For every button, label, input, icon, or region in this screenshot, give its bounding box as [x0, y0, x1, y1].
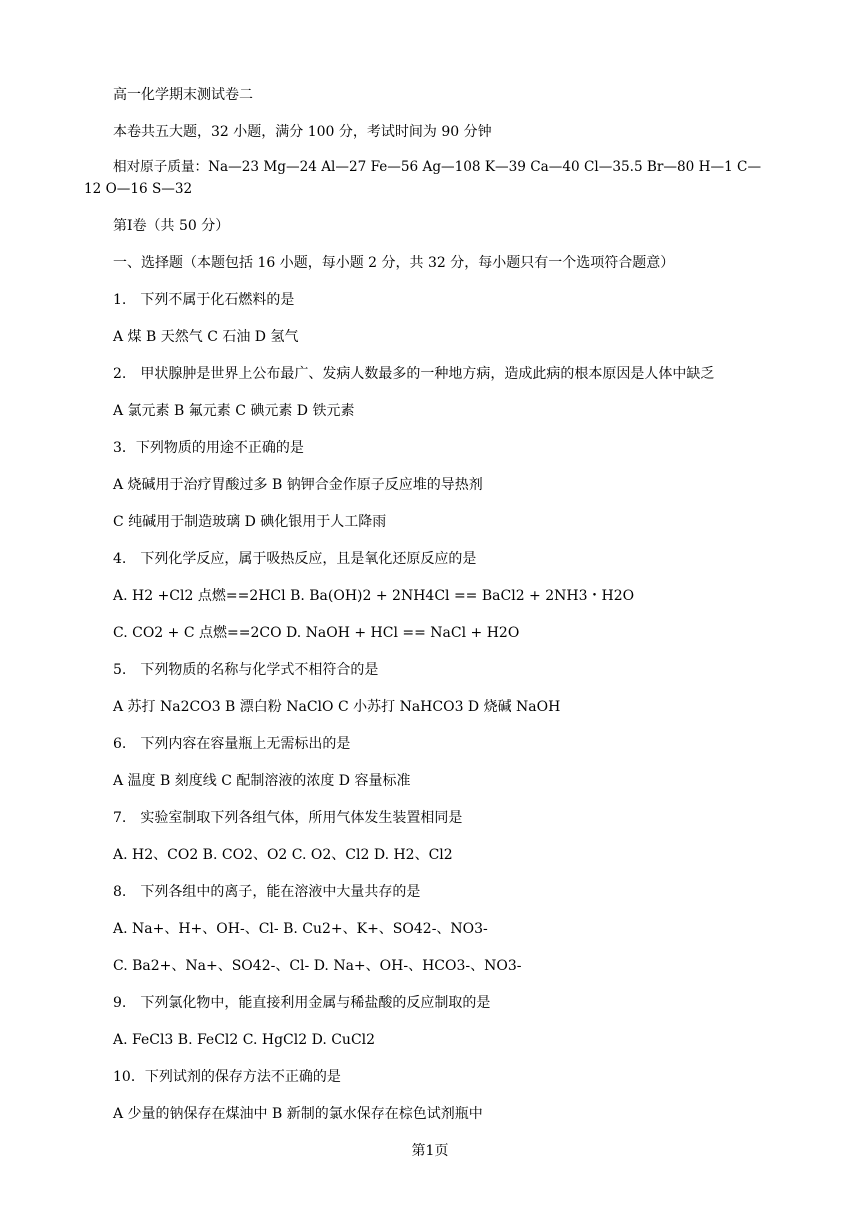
- question-line: 9. 下列氯化物中，能直接利用金属与稀盐酸的反应制取的是: [113, 995, 491, 1011]
- question-line: 7. 实验室制取下列各组气体，所用气体发生装置相同是: [113, 810, 463, 826]
- question-line: 4. 下列化学反应，属于吸热反应，且是氧化还原反应的是: [113, 551, 477, 567]
- question-line: 3．下列物质的用途不正确的是: [113, 440, 304, 456]
- answer-line: A 氯元素 B 氟元素 C 碘元素 D 铁元素: [113, 403, 355, 419]
- question-line: 2. 甲状腺肿是世界上公布最广、发病人数最多的一种地方病，造成此病的根本原因是人体中缺乏: [113, 366, 715, 382]
- section-title: 一、选择题（本题包括 16 小题，每小题 2 分，共 32 分，每小题只有一个选项符合题意）: [113, 255, 675, 271]
- answer-line: A. Na+、H+、OH-、Cl- B. Cu2+、K+、SO42-、NO3-: [113, 921, 488, 937]
- answer-line: C. Ba2+、Na+、SO42-、Cl- D. Na+、OH-、HCO3-、NO3-: [113, 958, 522, 974]
- answer-line: A. H2、CO2 B. CO2、O2 C. O2、Cl2 D. H2、Cl2: [113, 847, 453, 863]
- answer-line: C. CO2 + C 点燃==2CO D. NaOH + HCl == NaCl + H2O: [113, 625, 520, 641]
- answer-line: C 纯碱用于制造玻璃 D 碘化银用于人工降雨: [113, 514, 387, 530]
- atomic-mass-text: 相对原子质量：Na—23 Mg—24 Al—27 Fe—56 Ag—108 K—39 Ca—40 Cl—35.5 Br—80 H—1 C—12 O—16 S—32: [84, 159, 762, 197]
- answer-line: A 烧碱用于治疗胃酸过多 B 钠钾合金作原子反应堆的导热剂: [113, 477, 483, 493]
- answer-line: A 少量的钠保存在煤油中 B 新制的氯水保存在棕色试剂瓶中: [113, 1106, 483, 1122]
- page-number: 第1页: [411, 1143, 449, 1159]
- question-line: 1. 下列不属于化石燃料的是: [113, 292, 295, 308]
- answer-line: A 煤 B 天然气 C 石油 D 氢气: [113, 329, 299, 345]
- intro-text: 本卷共五大题，32 小题，满分 100 分，考试时间为 90 分钟: [113, 124, 492, 140]
- question-line: 5. 下列物质的名称与化学式不相符合的是: [113, 662, 379, 678]
- question-line: 6. 下列内容在容量瓶上无需标出的是: [113, 736, 351, 752]
- document-title: 高一化学期末测试卷二: [113, 87, 253, 103]
- question-line: 10．下列试剂的保存方法不正确的是: [113, 1069, 341, 1085]
- answer-line: A. FeCl3 B. FeCl2 C. HgCl2 D. CuCl2: [113, 1032, 376, 1048]
- answer-line: A. H2 +Cl2 点燃==2HCl B. Ba(OH)2 + 2NH4Cl == BaCl2 + 2NH3・H2O: [113, 588, 635, 604]
- answer-line: A 苏打 Na2CO3 B 漂白粉 NaClO C 小苏打 NaHCO3 D 烧碱 NaOH: [113, 699, 561, 715]
- answer-line: A 温度 B 刻度线 C 配制溶液的浓度 D 容量标准: [113, 773, 411, 789]
- part-title: 第Ⅰ卷（共 50 分）: [113, 218, 230, 234]
- question-line: 8. 下列各组中的离子，能在溶液中大量共存的是: [113, 884, 421, 900]
